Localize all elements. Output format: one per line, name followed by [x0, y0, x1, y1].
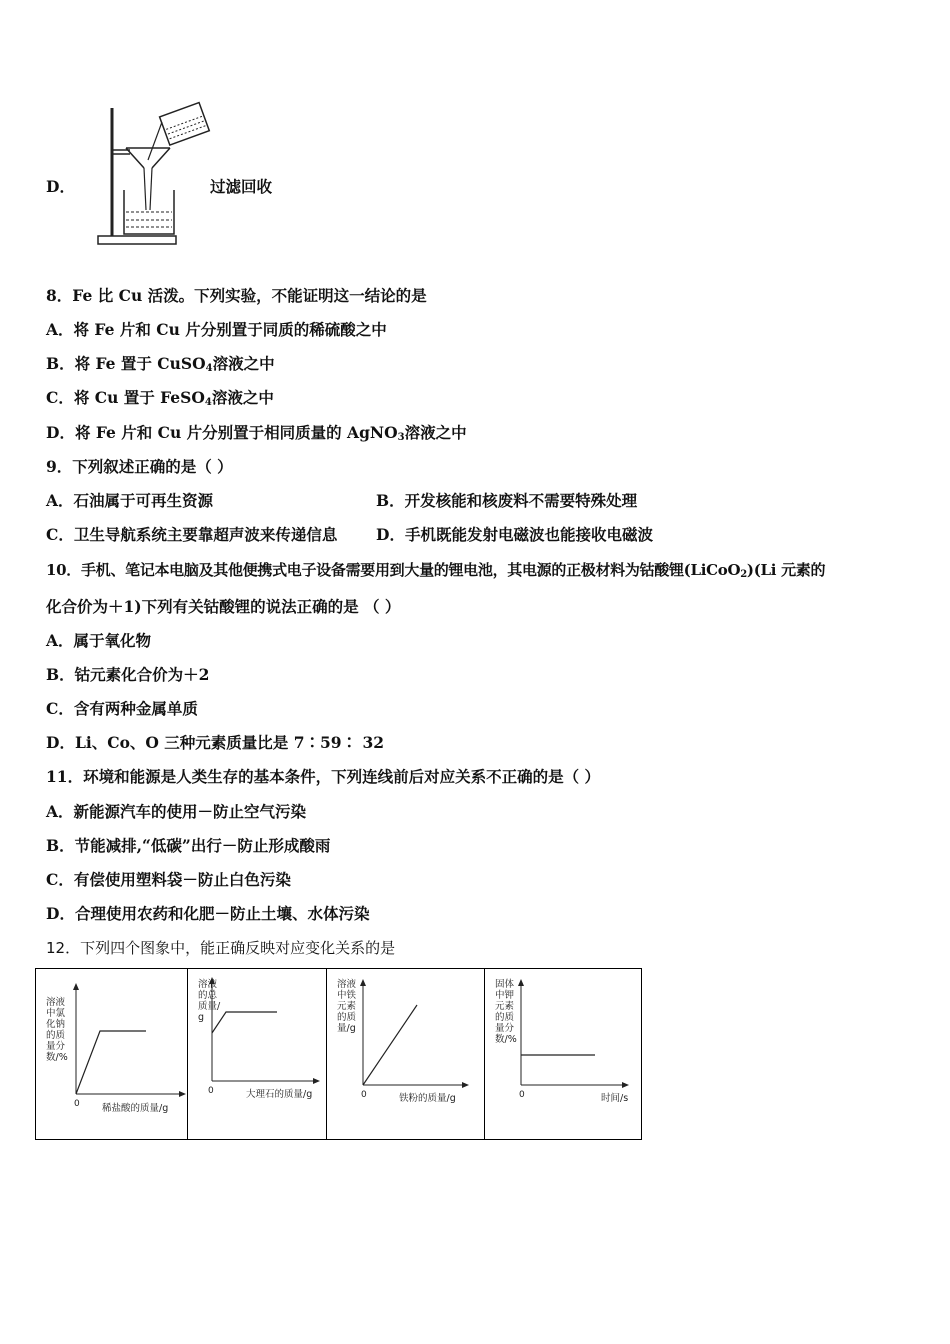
graph-1-ylabel: 溶液中氯化钠的质量分数/% [46, 997, 68, 1063]
q7-option-d-letter: D． [46, 177, 75, 196]
graph-3-line [363, 1005, 417, 1085]
q8-option-b: B．将 Fe 置于 CuSO$_4$溶液之中 [46, 354, 275, 374]
q9-option-b: B．开发核能和核废料不需要特殊处理 [376, 491, 638, 510]
q12-graph-panel [35, 968, 642, 1140]
q9-stem: 9．下列叙述正确的是（ ） [46, 457, 233, 476]
q8-stem: 8．Fe 比 Cu 活泼。下列实验，不能证明这一结论的是 [46, 286, 427, 305]
q11-option-a: A．新能源汽车的使用－防止空气污染 [46, 802, 307, 821]
graph-3-ylabel: 溶液中铁元素的质量/g [337, 979, 357, 1034]
filtration-apparatus-figure [92, 100, 212, 250]
q11-option-c: C．有偿使用塑料袋－防止白色污染 [46, 870, 291, 889]
graph-4 [485, 969, 641, 1139]
q9-option-a: A．石油属于可再生资源 [46, 491, 214, 510]
graph-2 [188, 969, 327, 1139]
q10-stem-line1: 10．手机、笔记本电脑及其他便携式电子设备需要用到大量的锂电池，其电源的正极材料为钴酸锂(LiCoO$_2$)(Li 元素的 [46, 561, 826, 580]
graph-2-xlabel: 大理石的质量/g [246, 1089, 313, 1100]
graph-2-origin: 0 [208, 1086, 214, 1096]
graph-1-origin: 0 [74, 1099, 80, 1109]
q11-stem: 11．环境和能源是人类生存的基本条件，下列连线前后对应关系不正确的是（ ） [46, 767, 600, 786]
graph-1 [36, 969, 188, 1139]
graph-3-xlabel: 铁粉的质量/g [399, 1093, 456, 1104]
q7-option-d-text: 过滤回收 [210, 177, 273, 196]
graph-4-ylabel: 固体中钾元素的质量分数/% [495, 979, 517, 1045]
q11-option-d: D．合理使用农药和化肥－防止土壤、水体污染 [46, 904, 370, 923]
graph-4-origin: 0 [519, 1090, 525, 1100]
q10-stem-line2: 化合价为＋1)下列有关钴酸锂的说法正确的是 （ ） [46, 597, 401, 616]
q9-option-c: C．卫生导航系统主要靠超声波来传递信息 [46, 525, 338, 544]
q10-option-b: B．钴元素化合价为＋2 [46, 665, 210, 684]
q10-option-c: C．含有两种金属单质 [46, 699, 198, 718]
graph-2-ylabel: 溶液的总质量/g [198, 979, 221, 1023]
q10-option-d: D．Li、Co、O 三种元素质量比是 7∶59∶ 32 [46, 733, 385, 752]
q8-option-c: C．将 Cu 置于 FeSO$_4$溶液之中 [46, 388, 274, 408]
q8-option-d: D．将 Fe 片和 Cu 片分别置于相同质量的 AgNO$_3$溶液之中 [46, 423, 467, 443]
graph-1-line [76, 1031, 146, 1094]
q11-option-b: B．节能减排,“低碳”出行－防止形成酸雨 [46, 836, 331, 855]
graph-3 [327, 969, 485, 1139]
q9-option-d: D．手机既能发射电磁波也能接收电磁波 [376, 525, 653, 544]
graph-3-origin: 0 [361, 1090, 367, 1100]
graph-4-xlabel: 时间/s [601, 1093, 629, 1104]
q12-stem: 12．下列四个图象中，能正确反映对应变化关系的是 [46, 939, 396, 957]
graph-1-xlabel: 稀盐酸的质量/g [102, 1103, 169, 1114]
q8-option-a: A．将 Fe 片和 Cu 片分别置于同质的稀硫酸之中 [46, 320, 387, 339]
q10-option-a: A．属于氧化物 [46, 631, 152, 650]
